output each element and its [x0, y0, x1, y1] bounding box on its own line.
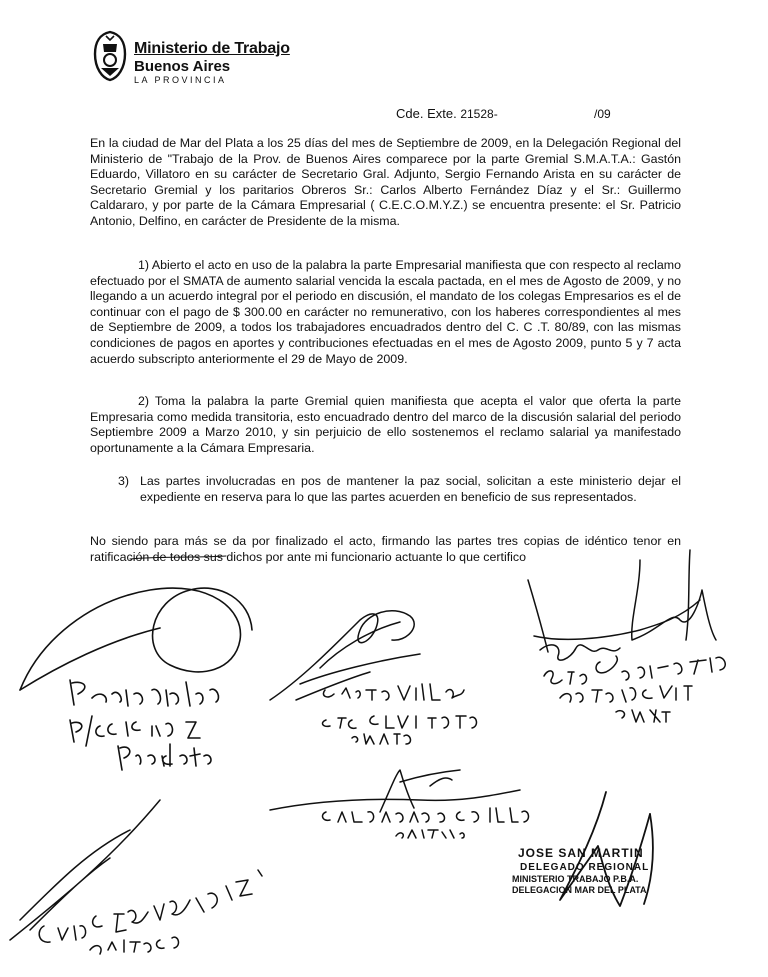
signature-fernandez — [10, 800, 262, 954]
stamp-title: DELEGADO REGIONAL — [520, 862, 650, 873]
item-2-paragraph: 2) Toma la palabra la parte Gremial quien manifiesta que acepta el valor que oferta la parte Empresaria como medida transitoria, esto encuadrado dentro del marco de la discusión salarial del periodo Septiembre 2009 a Marzo 2010, y sin perjuicio de ello sostenemos el reclamo salarial ya manifestado oportunamente a la Cámara Empresaria. — [90, 394, 681, 455]
signature-caldararo — [270, 770, 528, 838]
letterhead-province: LA PROVINCIA — [134, 75, 227, 85]
stamp-name: JOSE SAN MARTIN — [518, 846, 644, 860]
letterhead-city: Buenos Aires — [134, 58, 231, 75]
signature-delfino — [20, 588, 252, 770]
item-3-text: Las partes involucradas en pos de mantener la paz social, solicitan a este ministerio dejar el expediente en reserva para lo que las partes acuerden en beneficio de sus representados. — [140, 474, 681, 504]
signature-villatoro — [270, 611, 476, 744]
closing-paragraph: No siendo para más se da por finalizado el acto, firmando las partes tres copias de idéntico tenor en ratificación de todos sus dichos por ante mi funcionario actuante lo que certifico — [90, 534, 681, 564]
intro-paragraph: En la ciudad de Mar del Plata a los 25 días del mes de Septiembre de 2009, en la Delegación Regional del Ministerio de "Trabajo de la Prov. de Buenos Aires comparece por la parte Gremial S.M.A.T.A.: Gastón Eduardo, Villatoro en su carácter de Secretario Gral. Adjunto, Sergio Fernando Arista en su carácter de Secretario Gremial y los paritarios Obreros Sr.: Carlos Alberto Fernández Díaz y el Sr.: Guillermo Caldararo, y por parte de la Cámara Empresarial ( C.E.C.O.M.Y.Z.) se encuentra presente: el Sr. Patricio Antonio, Delfino, en carácter de Presidente de la misma. — [90, 136, 681, 228]
file-reference-label: Cde. Exte. — [396, 106, 457, 121]
signature-arista — [528, 550, 725, 722]
item-1-paragraph: 1) Abierto el acto en uso de la palabra la parte Empresarial manifiesta que con respecto al reclamo efectuado por el SMATA de aumento salarial vencida la escala pactada, en el mes de Agosto de 2009, y no llegando a un acuerdo integral por el periodo en discusión, el mandato de los colegas Empresarios es el de continuar con el pago de $ 300.00 en carácter no remunerativo, con los haberes correspondientes al mes de Septiembre de 2009, a todos los trabajadores encuadrados dentro del C. C .T. 80/89, con las mismas condiciones de pagos en aportes y contribuciones efectuadas en el mes de Agosto 2009, punto 5 y 7 acta acuerdo subscripto anteriormente el 29 de Mayo de 2009. — [90, 258, 681, 366]
stamp-office: DELEGACION MAR DEL PLATA — [512, 885, 647, 895]
stamp-ministry: MINISTERIO TRABAJO P.B.A. — [512, 874, 639, 884]
file-reference-year: /09 — [594, 107, 611, 121]
item-3-number: 3) — [118, 474, 130, 488]
official-stamp — [512, 846, 672, 895]
file-reference-number: 21528- — [460, 107, 498, 121]
letterhead-ministry: Ministerio de Trabajo — [134, 40, 290, 57]
